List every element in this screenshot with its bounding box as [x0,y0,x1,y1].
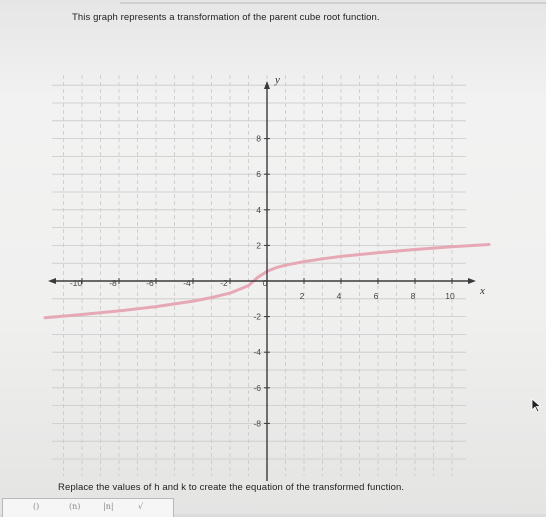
y-axis-label: y [275,74,280,86]
power-icon[interactable]: (n) [69,502,81,511]
y-tick-label: 4 [256,204,261,215]
x-tick-label: -8 [109,278,117,288]
y-tick-label: 6 [256,169,261,180]
parentheses-icon[interactable]: () [33,502,40,511]
x-tick-label: -6 [146,278,154,288]
x-tick-label: 8 [410,291,416,301]
x-tick-label: -10 [69,278,83,288]
question-instruction: Replace the values of h and k to create the equation of the transformed function. [58,482,405,493]
y-tick-label: -8 [253,418,261,429]
x-axis-arrow-icon [468,278,476,284]
x-tick-label: 0 [262,278,268,288]
y-tick-label: -6 [253,382,261,393]
x-tick-label: 4 [336,291,342,301]
x-tick-label: 6 [373,291,379,301]
x-tick-label: 10 [445,291,455,301]
x-axis-label: x [480,285,485,297]
mouse-cursor-icon [531,398,543,414]
x-tick-label: 2 [299,291,305,301]
question-prompt: This graph represents a transformation of the parent cube root function. [72,12,380,23]
x-axis-left-arrow-icon [48,278,56,284]
y-tick-label: 8 [256,133,261,144]
absolute-value-icon[interactable]: |n| [103,502,114,511]
x-tick-label: -4 [183,278,191,288]
equation-answer-field[interactable] [2,498,174,517]
radical-icon[interactable]: √ [138,502,144,511]
y-tick-label: 2 [256,240,261,251]
x-tick-label: -2 [220,278,228,288]
y-tick-label: -4 [253,347,261,358]
y-tick-label: -2 [253,311,261,322]
